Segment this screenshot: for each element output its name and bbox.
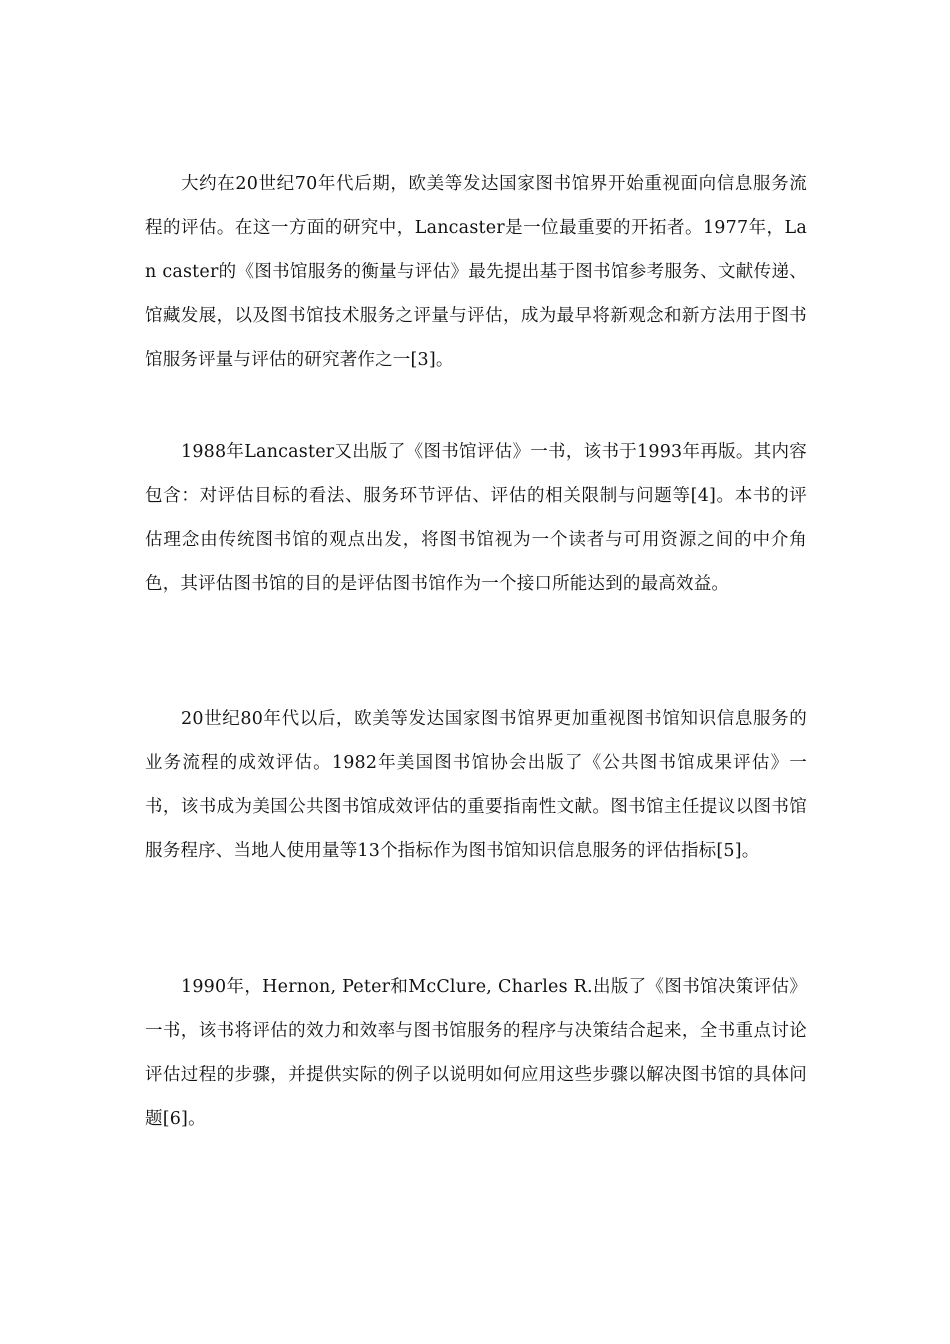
paragraph-public-library-outcomes: 20世纪80年代以后，欧美等发达国家图书馆界更加重视图书馆知识信息服务的业务流程的成效评估。1982年美国图书馆协会出版了《公共图书馆成果评估》一书，该书成为美国公共图书馆成效评估的重要指南性文献。图书馆主任提议以图书馆服务程序、当地人使用量等13个指标作为图书馆知识信息服务的评估指标[5]。 [145,709,807,861]
paragraph-library-evaluation-book: 1988年Lancaster又出版了《图书馆评估》一书，该书于1993年再版。其内容包含：对评估目标的看法、服务环节评估、评估的相关限制与问题等[4]。本书的评估理念由传统图书馆的观点出发，将图书馆视为一个读者与可用资源之间的中介角色，其评估图书馆的目的是评估图书馆作为一个接口所能达到的最高效益。 [145,442,807,594]
paragraph-decision-evaluation: 1990年，Hernon, Peter和McClure, Charles R.出版了《图书馆决策评估》一书，该书将评估的效力和效率与图书馆服务的程序与决策结合起来，全书重点讨论评估过程的步骤，并提供实际的例子以说明如何应用这些步骤以解决图书馆的具体问题[6]。 [145,977,807,1129]
paragraph-lancaster-pioneer: 大约在20世纪70年代后期，欧美等发达国家图书馆界开始重视面向信息服务流程的评估。在这一方面的研究中，Lancaster是一位最重要的开拓者。1977年，Lan caster的《图书馆服务的衡量与评估》最先提出基于图书馆参考服务、文献传递、馆藏发展，以及图书馆技术服务之评量与评估，成为最早将新观念和新方法用于图书馆服务评量与评估的研究著作之一[3]。 [145,174,807,370]
